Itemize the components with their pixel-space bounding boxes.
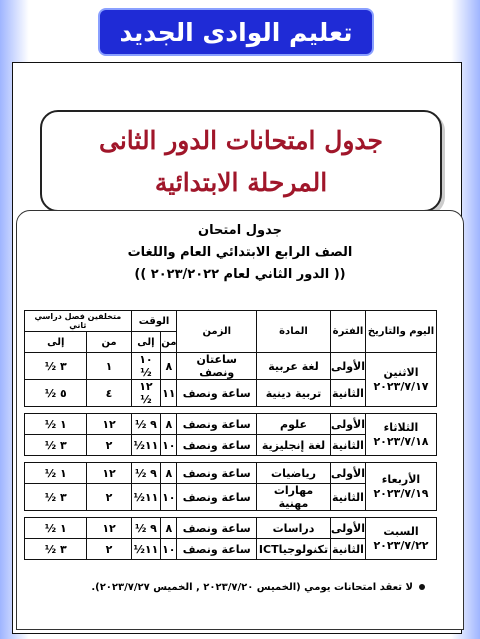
schedule-grade: الصف الرابع الابتدائي العام واللغات xyxy=(127,245,353,260)
subject-cell: علوم xyxy=(257,414,331,435)
period-cell: الثانية xyxy=(330,484,365,511)
duration-cell: ساعة ونصف xyxy=(177,484,257,511)
title-line-2: المرحلة الابتدائية xyxy=(154,168,328,197)
absent-to-cell: ٣ ½ xyxy=(25,539,87,560)
footnote-text: لا تعقد امتحانات يومي (الخميس ٢٠٢٣/٧/٢٠ , الخميس ٢٠٢٣/٧/٢٧). xyxy=(91,582,413,593)
absent-from-cell: ١٢ xyxy=(87,414,131,435)
table-row xyxy=(25,414,437,435)
period-cell: الثانية xyxy=(330,380,365,407)
absent-from-cell: ٢ xyxy=(87,435,131,456)
subject-cell: رياضيات xyxy=(257,463,331,484)
day-name: الاثنين xyxy=(383,365,419,379)
header-period: الفترة xyxy=(330,311,365,353)
duration-cell: ساعة ونصف xyxy=(177,463,257,484)
absent-from-cell: ٤ xyxy=(87,380,131,407)
subject-cell: لغة عربية xyxy=(257,353,331,380)
header-absent-from: من xyxy=(87,332,131,353)
header-day: اليوم والتاريخ xyxy=(366,311,437,353)
time-to-cell: ٩ ½ xyxy=(131,518,161,539)
absent-to-cell: ٥ ½ xyxy=(25,380,87,407)
header-absent-to: إلى xyxy=(25,332,87,353)
duration-cell: ساعة ونصف xyxy=(177,435,257,456)
title-line-1: جدول امتحانات الدور الثانى xyxy=(98,126,384,155)
absent-to-cell: ١ ½ xyxy=(25,414,87,435)
time-from-cell: ١٠ xyxy=(161,435,177,456)
header-from: من xyxy=(161,332,177,353)
day-date: ٢٠٢٣/٧/١٧ xyxy=(373,379,429,393)
absent-to-cell: ٣ ½ xyxy=(25,484,87,511)
time-from-cell: ٨ xyxy=(161,414,177,435)
absent-to-cell: ١ ½ xyxy=(25,518,87,539)
day-name: السبت xyxy=(383,524,419,538)
absent-from-cell: ١٢ xyxy=(87,463,131,484)
time-from-cell: ١٠ xyxy=(161,539,177,560)
absent-to-cell: ١ ½ xyxy=(25,463,87,484)
absent-to-cell: ٣ ½ xyxy=(25,435,87,456)
header-subject: المادة xyxy=(257,311,331,353)
bullet-icon xyxy=(419,584,425,590)
day-name: الثلاثاء xyxy=(383,420,419,434)
time-to-cell: ١١½ xyxy=(131,435,161,456)
time-from-cell: ٨ xyxy=(161,518,177,539)
time-to-cell: ١١½ xyxy=(131,484,161,511)
time-to-cell: ١١½ xyxy=(131,539,161,560)
duration-cell: ساعة ونصف xyxy=(177,414,257,435)
day-cell xyxy=(366,463,437,511)
row-spacer xyxy=(25,407,437,414)
subject-cell: تربية دينية xyxy=(257,380,331,407)
day-cell xyxy=(366,518,437,560)
subject-cell: دراسات xyxy=(257,518,331,539)
row-spacer xyxy=(25,511,437,518)
exam-table xyxy=(24,310,437,560)
subject-cell: تكنولوجياICT xyxy=(257,539,331,560)
row-spacer xyxy=(25,456,437,463)
absent-from-cell: ١ xyxy=(87,353,131,380)
schedule-heading: جدول امتحان xyxy=(198,223,282,238)
duration-cell: ساعة ونصف xyxy=(177,380,257,407)
period-cell: الثانية xyxy=(330,539,365,560)
time-to-cell: ٩ ½ xyxy=(131,463,161,484)
period-cell: الثانية xyxy=(330,435,365,456)
time-from-cell: ١١ xyxy=(161,380,177,407)
schedule-round: (( الدور الثاني لعام ٢٠٢٣/٢٠٢٢ )) xyxy=(134,267,346,282)
day-cell xyxy=(366,414,437,456)
time-to-cell: ١٢ ½ xyxy=(131,380,161,407)
period-cell: الأولى xyxy=(330,353,365,380)
header-time: الوقت xyxy=(131,311,177,332)
subject-cell: لغة إنجليزية xyxy=(257,435,331,456)
period-cell: الأولى xyxy=(330,463,365,484)
footnote xyxy=(40,582,425,593)
absent-from-cell: ٢ xyxy=(87,484,131,511)
absent-to-cell: ٣ ½ xyxy=(25,353,87,380)
header-duration: الزمن xyxy=(177,311,257,353)
absent-from-cell: ١٢ xyxy=(87,518,131,539)
header-to: إلى xyxy=(131,332,161,353)
table-row xyxy=(25,518,437,539)
day-date: ٢٠٢٣/٧/١٨ xyxy=(373,434,429,448)
absent-from-cell: ٢ xyxy=(87,539,131,560)
duration-cell: ساعة ونصف xyxy=(177,518,257,539)
header-absent: متخلفين فصل دراسي ثاني xyxy=(25,311,132,332)
table-row xyxy=(25,353,437,380)
period-cell: الأولى xyxy=(330,414,365,435)
day-date: ٢٠٢٣/٧/٢٢ xyxy=(373,538,429,552)
time-from-cell: ٨ xyxy=(161,353,177,380)
banner-title: تعليم الوادى الجديد xyxy=(119,17,353,47)
day-cell xyxy=(366,353,437,407)
period-cell: الأولى xyxy=(330,518,365,539)
day-name: الأربعاء xyxy=(381,472,421,486)
duration-cell: ساعتان ونصف xyxy=(177,353,257,380)
title-box xyxy=(40,110,442,212)
time-to-cell: ٩ ½ xyxy=(131,414,161,435)
duration-cell: ساعة ونصف xyxy=(177,539,257,560)
table-body xyxy=(25,353,437,560)
table-header-row xyxy=(25,311,437,332)
time-to-cell: ١٠ ½ xyxy=(131,353,161,380)
time-from-cell: ٨ xyxy=(161,463,177,484)
time-from-cell: ١٠ xyxy=(161,484,177,511)
table-row xyxy=(25,463,437,484)
subject-cell: مهارات مهنية xyxy=(257,484,331,511)
header-banner xyxy=(100,10,372,54)
day-date: ٢٠٢٣/٧/١٩ xyxy=(373,486,429,500)
